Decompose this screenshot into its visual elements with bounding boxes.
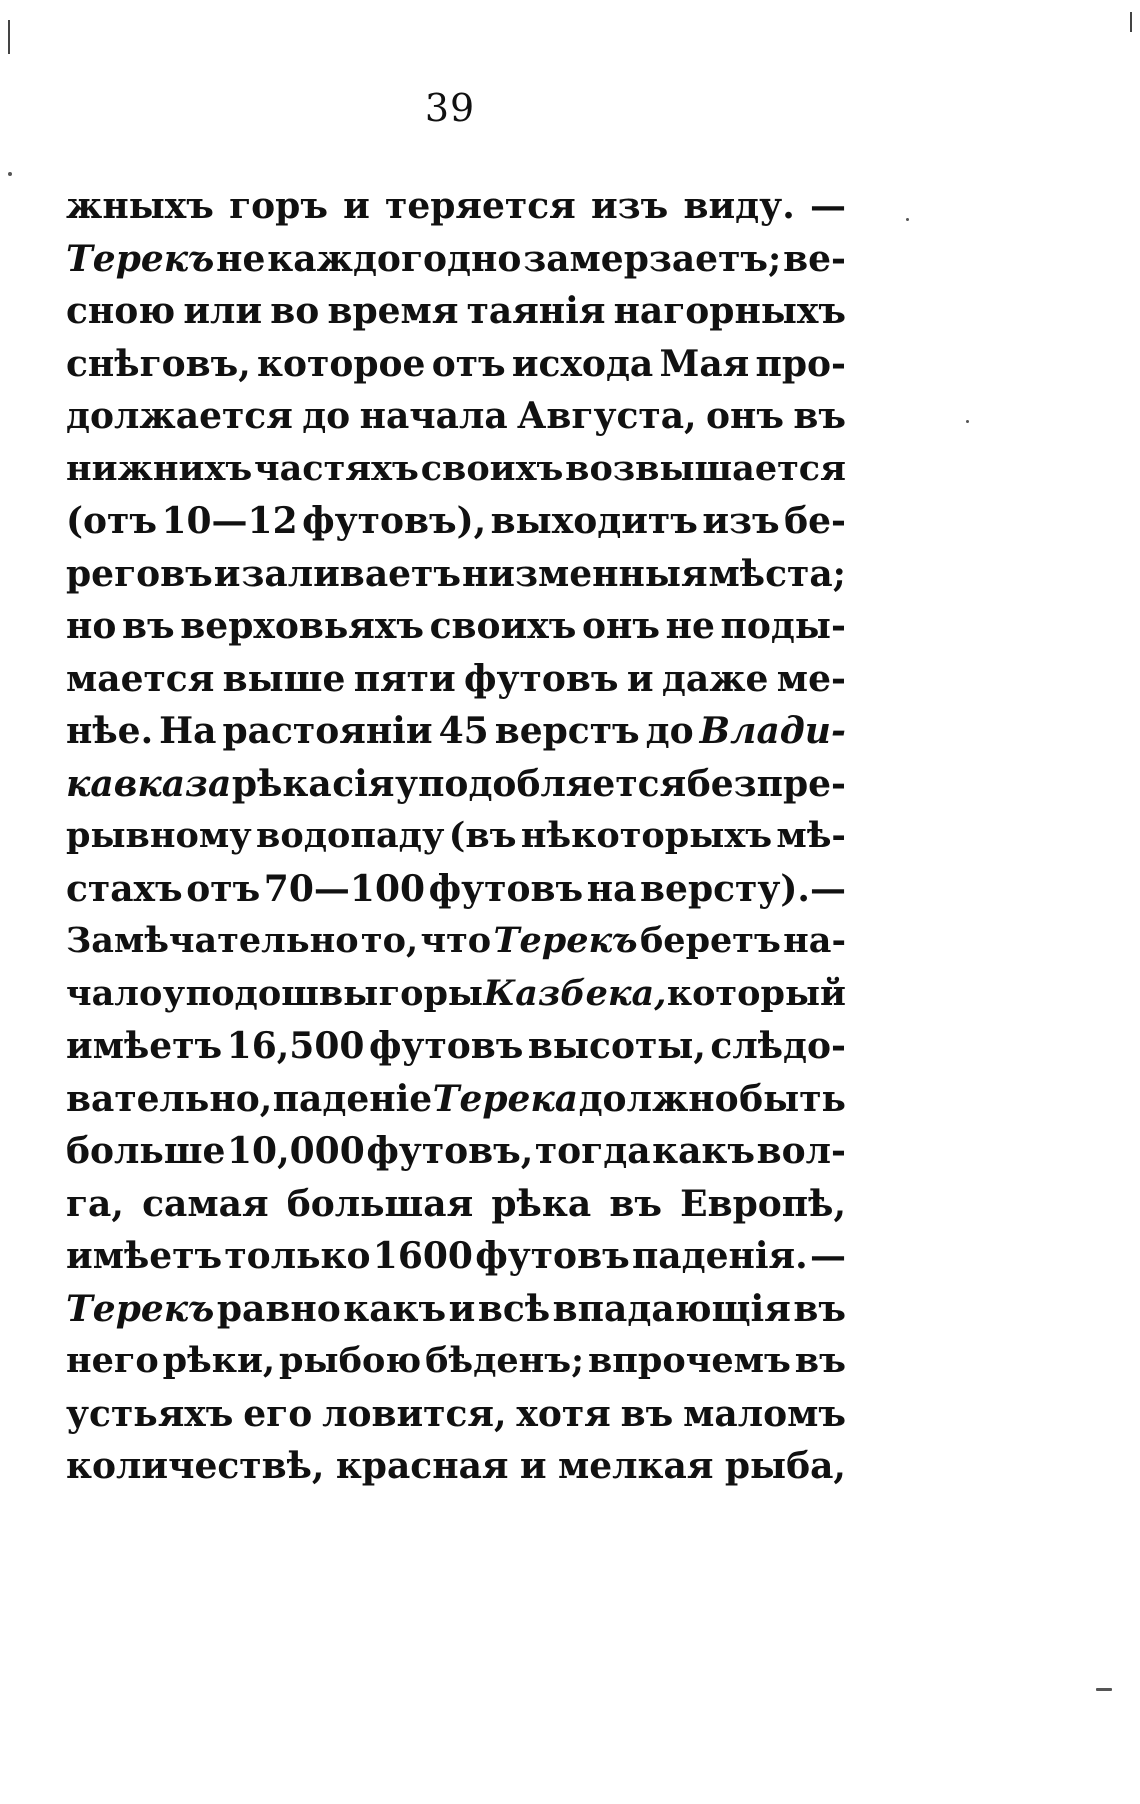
word: какъ [652, 1130, 756, 1172]
word: маломъ [683, 1392, 846, 1435]
word: футовъ [475, 1235, 630, 1277]
text-line [66, 758, 846, 811]
word: версту).— [640, 867, 846, 910]
word: своихъ [420, 447, 564, 489]
word: 1600 [372, 1235, 473, 1277]
word: рѣки, [162, 1340, 276, 1381]
word: самая [142, 1182, 269, 1225]
text-line [66, 1335, 846, 1388]
word: изъ [702, 500, 780, 542]
word: устьяхъ [66, 1392, 234, 1435]
word: бѣденъ; [425, 1340, 585, 1381]
word: каждогодно [267, 237, 522, 280]
word: паденіе [272, 1077, 433, 1120]
word: или [183, 290, 263, 332]
text-line [66, 1020, 846, 1073]
word: что [420, 920, 492, 961]
word: и [519, 1445, 547, 1487]
word: въ [794, 1340, 846, 1381]
word: Мая [659, 342, 750, 385]
italic-word: Терекъ [493, 920, 638, 961]
word: даже [661, 657, 769, 700]
word: частяхъ [254, 447, 419, 489]
word: верховьяхъ [180, 605, 424, 647]
word: большая [286, 1182, 474, 1225]
word: онъ [705, 395, 784, 437]
word: изъ [590, 185, 669, 227]
italic-word: Казбека, [483, 972, 667, 1014]
word: футовъ [368, 1025, 524, 1067]
word: въ [620, 1392, 674, 1435]
word: равно [216, 1287, 341, 1330]
word: пяти [353, 657, 456, 700]
word: и [213, 552, 241, 595]
word: выходитъ [490, 500, 698, 542]
word: мѣ- [776, 815, 846, 856]
word: больше [66, 1130, 226, 1172]
word: имѣетъ [66, 1025, 223, 1067]
text-line [66, 1230, 846, 1283]
word: и [343, 185, 370, 227]
word: не [665, 605, 715, 647]
word: На [159, 710, 217, 752]
word: и [448, 1287, 476, 1330]
text-line [66, 1178, 846, 1231]
word: футовъ [428, 867, 584, 910]
word: подошвы [185, 972, 379, 1014]
word: до [645, 710, 694, 752]
word: футовъ, [366, 1130, 534, 1172]
word: Европѣ, [680, 1182, 846, 1225]
italic-word: кавказа [66, 762, 232, 805]
word: и [626, 657, 654, 700]
word: вол- [756, 1130, 846, 1172]
word: мѣста; [708, 552, 846, 595]
text-line [66, 915, 846, 968]
word: ве- [783, 237, 846, 280]
word: сною [66, 290, 176, 332]
word: только [224, 1235, 371, 1277]
word: исхода [511, 342, 654, 385]
word: количествѣ, [66, 1445, 325, 1487]
word: футовъ), [302, 500, 487, 542]
text-line [66, 705, 846, 758]
word: рѣка [231, 762, 332, 805]
word: во [270, 290, 320, 332]
word: низменныя [461, 552, 708, 595]
word: время [327, 290, 459, 332]
word: нагорныхъ [613, 290, 846, 332]
word: Августа, [517, 395, 697, 437]
word: до [302, 395, 351, 437]
word: въ [793, 1287, 846, 1330]
word: рывному [66, 815, 252, 856]
word: выше [222, 657, 346, 700]
word: его [243, 1392, 313, 1435]
text-line [66, 1125, 846, 1178]
word: горы [378, 972, 484, 1014]
text-line [66, 180, 846, 233]
word: теряется [385, 185, 576, 227]
word: мелкая [557, 1445, 714, 1487]
word: но [66, 605, 117, 647]
word: тогда [534, 1130, 651, 1172]
word: чало [66, 972, 163, 1014]
word: 70—100 [263, 867, 426, 910]
word: нѣкоторыхъ [520, 815, 773, 856]
word: высоты, [527, 1025, 706, 1067]
word: уподобляется [395, 762, 687, 805]
word: заливаетъ [241, 552, 461, 595]
word: Замѣчательно [66, 920, 359, 961]
word: растояніи [222, 710, 433, 752]
word: рѣка [491, 1182, 592, 1225]
italic-word: Терекъ [66, 1287, 215, 1330]
word: имѣетъ [66, 1235, 223, 1277]
word: мается [66, 657, 215, 700]
text-line [66, 1440, 846, 1493]
word: возвышается [565, 447, 846, 489]
word: снѣговъ, [66, 342, 251, 385]
word: стахъ [66, 867, 183, 910]
text-line [66, 338, 846, 391]
word: должается [66, 395, 293, 437]
word: жныхъ [66, 185, 214, 227]
word: водопаду [256, 815, 445, 856]
text-line [66, 548, 846, 601]
word: въ [793, 395, 846, 437]
italic-word: Терека [432, 1077, 579, 1120]
word: (въ [448, 815, 517, 856]
word: не [216, 237, 266, 280]
word: вательно, [66, 1077, 273, 1120]
word: которое [257, 342, 426, 385]
word: у [162, 972, 186, 1014]
word: беретъ [639, 920, 781, 961]
word: впрочемъ [587, 1340, 791, 1381]
word: нѣе. [66, 710, 154, 752]
word: быть [739, 1077, 846, 1120]
word: поды- [720, 605, 846, 647]
italic-word: Терекъ [66, 237, 215, 280]
word: рыбою [279, 1340, 422, 1381]
word: должно [578, 1077, 739, 1120]
word: отъ [431, 342, 506, 385]
word: рыба, [724, 1445, 846, 1487]
word: га, [66, 1182, 124, 1225]
body-text [66, 180, 846, 1493]
word: замерзаетъ; [523, 237, 782, 280]
word: на [586, 867, 637, 910]
scan-speck [1096, 1688, 1112, 1691]
text-line [66, 443, 846, 496]
text-line [66, 600, 846, 653]
word: безпре- [686, 762, 846, 805]
text-line [66, 1283, 846, 1336]
word: горъ [229, 185, 328, 227]
word: въ [122, 605, 175, 647]
right-edge-mark [1130, 12, 1132, 32]
text-line [66, 1073, 846, 1126]
word: впадающія [552, 1287, 791, 1330]
text-line [66, 1388, 846, 1441]
word: онъ [582, 605, 660, 647]
word: футовъ [464, 657, 619, 700]
word: верстъ [494, 710, 640, 752]
word: 10—12 [161, 500, 298, 542]
word: то, [360, 920, 419, 961]
left-edge-mark [8, 20, 10, 54]
text-line [66, 810, 846, 863]
scan-speck [8, 172, 12, 176]
page-number: 39 [424, 86, 476, 130]
word: виду. [683, 185, 795, 227]
word: ме- [776, 657, 846, 700]
word: нижнихъ [66, 447, 253, 489]
word: на- [783, 920, 846, 961]
word: — [809, 185, 846, 227]
text-line [66, 390, 846, 443]
word: который [666, 972, 846, 1014]
word: 10,000 [226, 1130, 365, 1172]
word: про- [755, 342, 846, 385]
text-line [66, 495, 846, 548]
word: въ [609, 1182, 662, 1225]
scan-speck [906, 218, 909, 221]
word: него [66, 1340, 159, 1381]
word: бе- [784, 500, 846, 542]
text-line [66, 968, 846, 1021]
word: начала [359, 395, 508, 437]
word: какъ [343, 1287, 447, 1330]
word: хотя [516, 1392, 611, 1435]
text-line [66, 653, 846, 706]
text-line [66, 233, 846, 286]
word: слѣдо- [710, 1025, 846, 1067]
word: 16,500 [226, 1025, 365, 1067]
text-line [66, 285, 846, 338]
scan-speck [966, 420, 969, 423]
word: сія [332, 762, 395, 805]
word: своихъ [429, 605, 577, 647]
word: красная [335, 1445, 509, 1487]
word: (отъ [66, 500, 157, 542]
word: паденія. [631, 1235, 808, 1277]
word: ловится, [322, 1392, 507, 1435]
text-line [66, 863, 846, 916]
word: реговъ [66, 552, 213, 595]
word: всѣ [477, 1287, 551, 1330]
word: отъ [186, 867, 261, 910]
word: 45 [438, 710, 489, 752]
word: таянія [466, 290, 606, 332]
italic-word: Влади- [699, 710, 846, 752]
word: — [809, 1235, 846, 1277]
